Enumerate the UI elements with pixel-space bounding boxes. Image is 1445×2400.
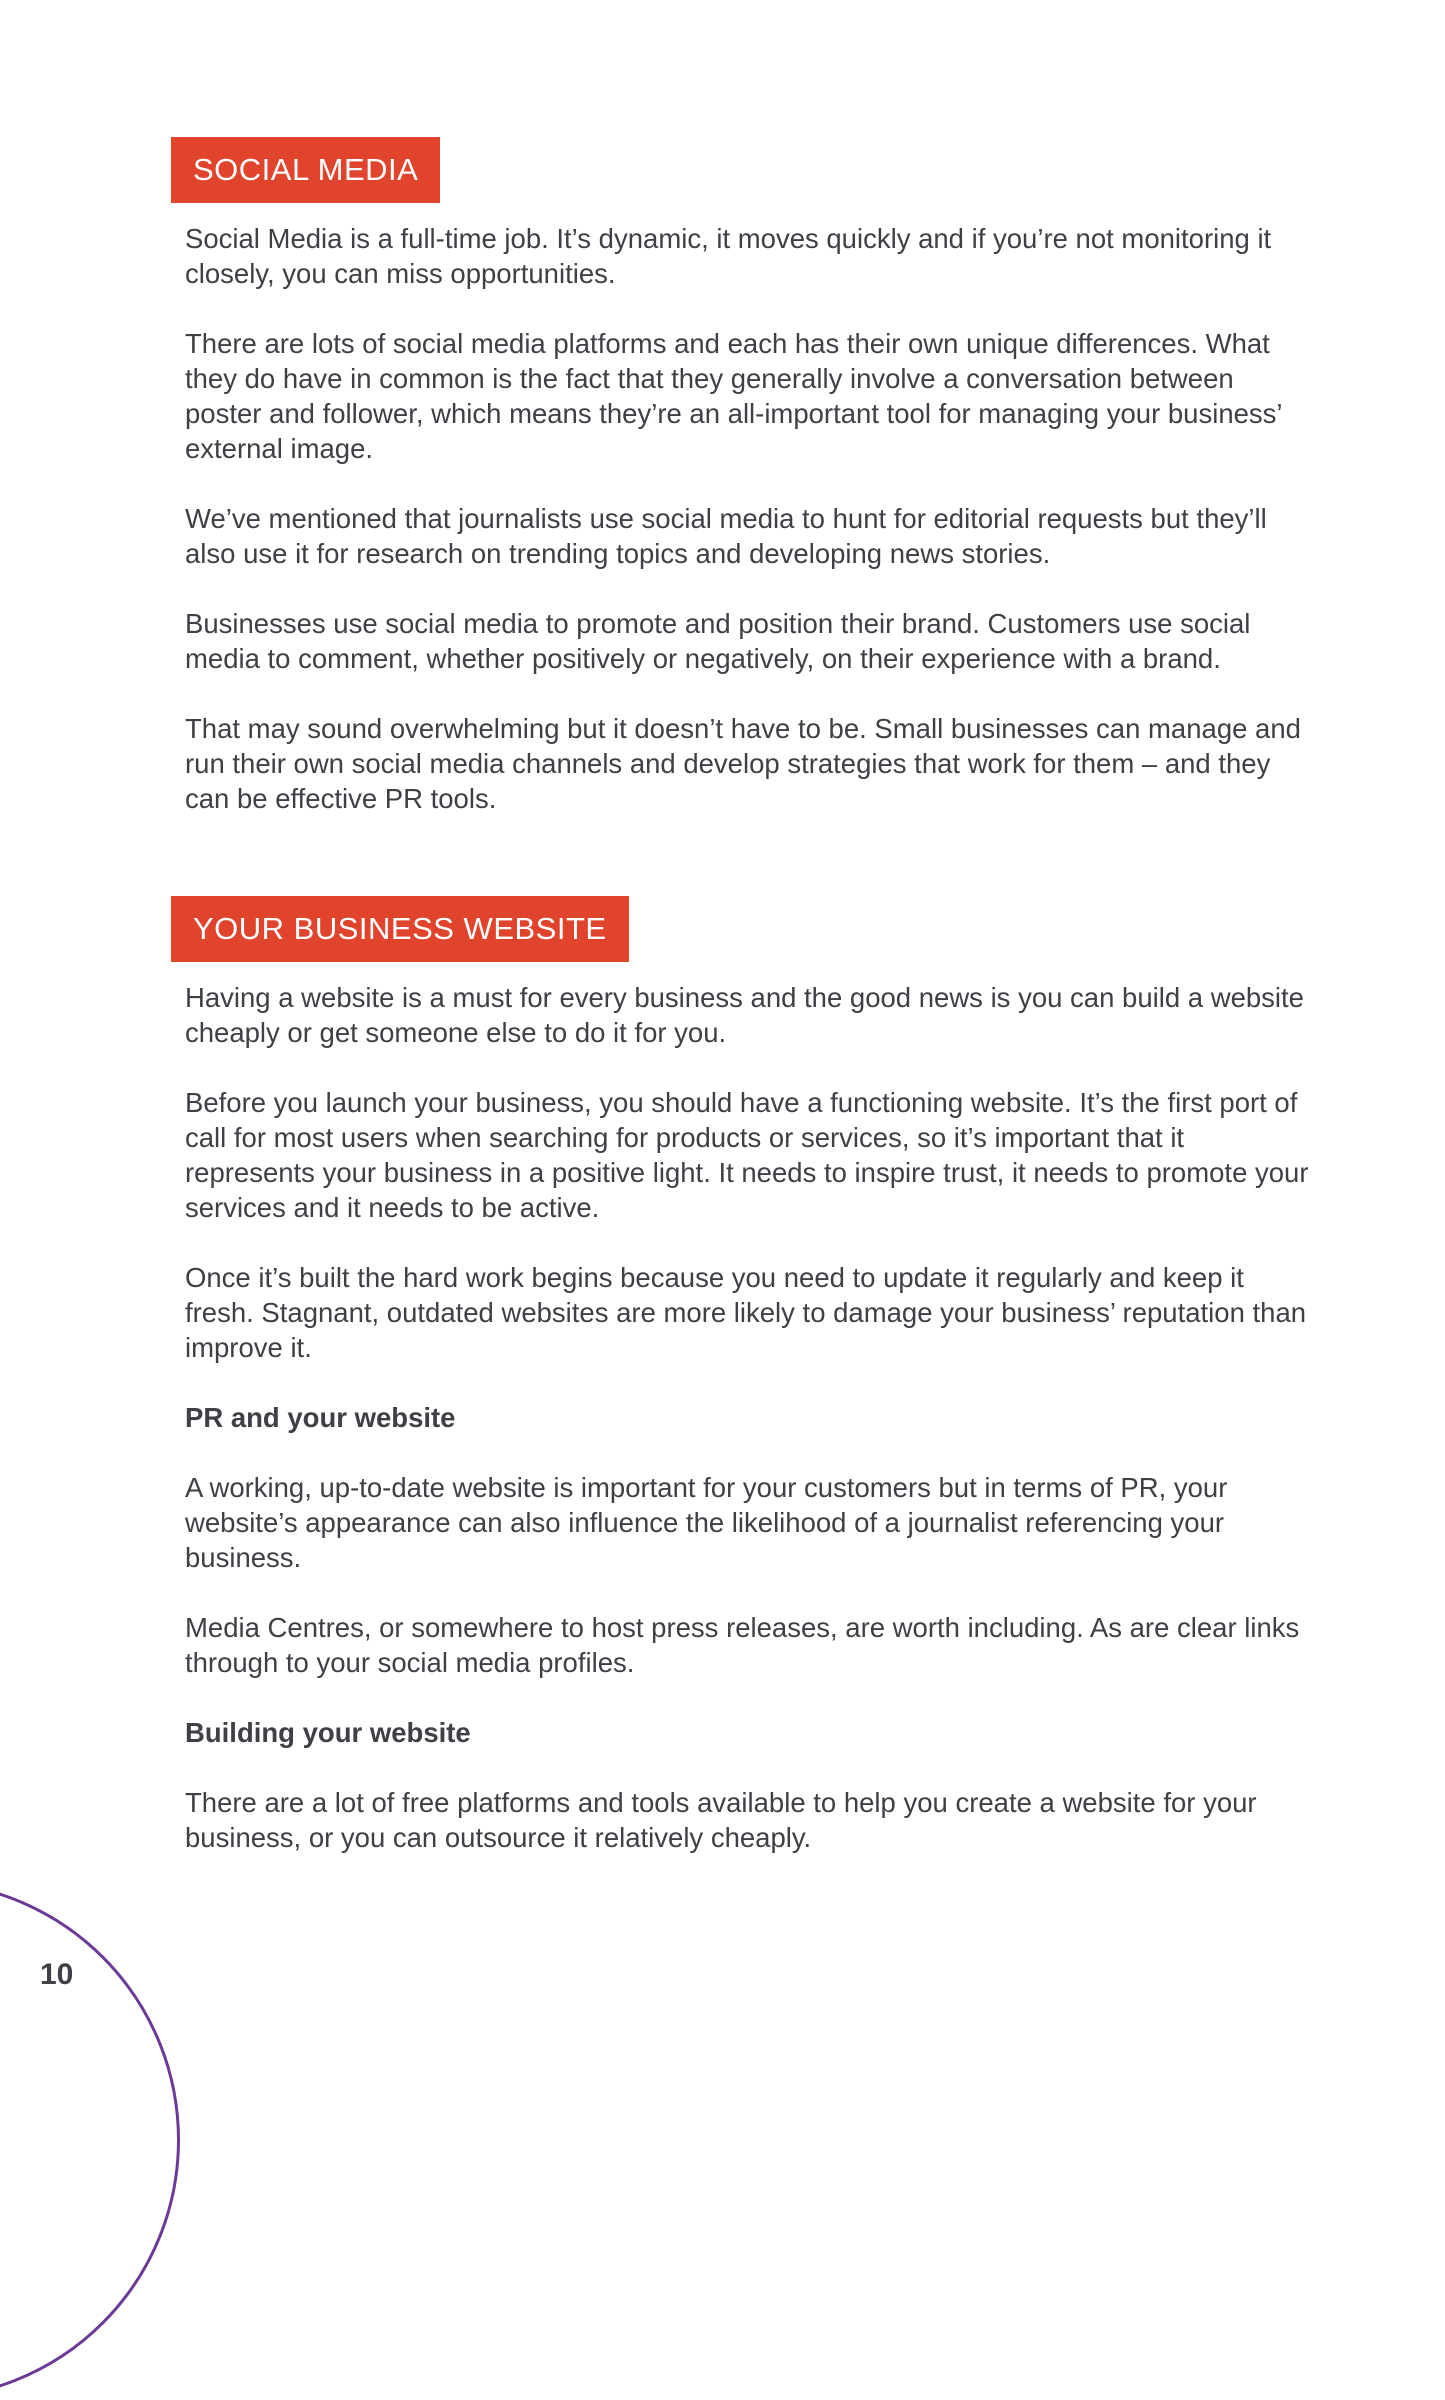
paragraph: That may sound overwhelming but it doesn’t have to be. Small businesses can manage and run their own social media channels and develop strategies that work for them – and they can be effective PR tools. bbox=[185, 713, 1301, 814]
paragraph: Before you launch your business, you should have a functioning website. It’s the first port of call for most users when searching for products or services, so it’s important that it represents your business in a positive light. It needs to inspire trust, it needs to promote your services and it needs to be active. bbox=[185, 1087, 1309, 1223]
section-heading-business-website: YOUR BUSINESS WEBSITE bbox=[171, 896, 629, 962]
page-corner-circle bbox=[0, 1880, 180, 2400]
page-number: 10 bbox=[40, 1958, 74, 1991]
paragraph: Media Centres, or somewhere to host press releases, are worth including. As are clear links through to your social media profiles. bbox=[185, 1612, 1300, 1678]
section-heading-social-media: SOCIAL MEDIA bbox=[171, 137, 440, 203]
paragraph: A working, up-to-date website is important for your customers but in terms of PR, your website’s appearance can also influence the likelihood of a journalist referencing your business. bbox=[185, 1472, 1228, 1573]
page-content bbox=[185, 137, 1315, 1890]
paragraph: There are a lot of free platforms and tools available to help you create a website for your business, or you can outsource it relatively cheaply. bbox=[185, 1787, 1257, 1853]
subheading-pr-and-website: PR and your website bbox=[185, 1402, 456, 1433]
subheading-building-website: Building your website bbox=[185, 1717, 471, 1748]
paragraph: There are lots of social media platforms and each has their own unique differences. What they do have in common is the fact that they generally involve a conversation between poster and follower, which means they’re an all-important tool for managing your business’ external image. bbox=[185, 328, 1282, 464]
paragraph: Having a website is a must for every business and the good news is you can build a website cheaply or get someone else to do it for you. bbox=[185, 982, 1304, 1048]
paragraph: Once it’s built the hard work begins because you need to update it regularly and keep it fresh. Stagnant, outdated websites are more likely to damage your business’ reputation than improve it. bbox=[185, 1262, 1307, 1363]
paragraph: Businesses use social media to promote and position their brand. Customers use social media to comment, whether positively or negatively, on their experience with a brand. bbox=[185, 608, 1251, 674]
paragraph: We’ve mentioned that journalists use social media to hunt for editorial requests but they’ll also use it for research on trending topics and developing news stories. bbox=[185, 503, 1267, 569]
paragraph: Social Media is a full-time job. It’s dynamic, it moves quickly and if you’re not monitoring it closely, you can miss opportunities. bbox=[185, 223, 1272, 289]
